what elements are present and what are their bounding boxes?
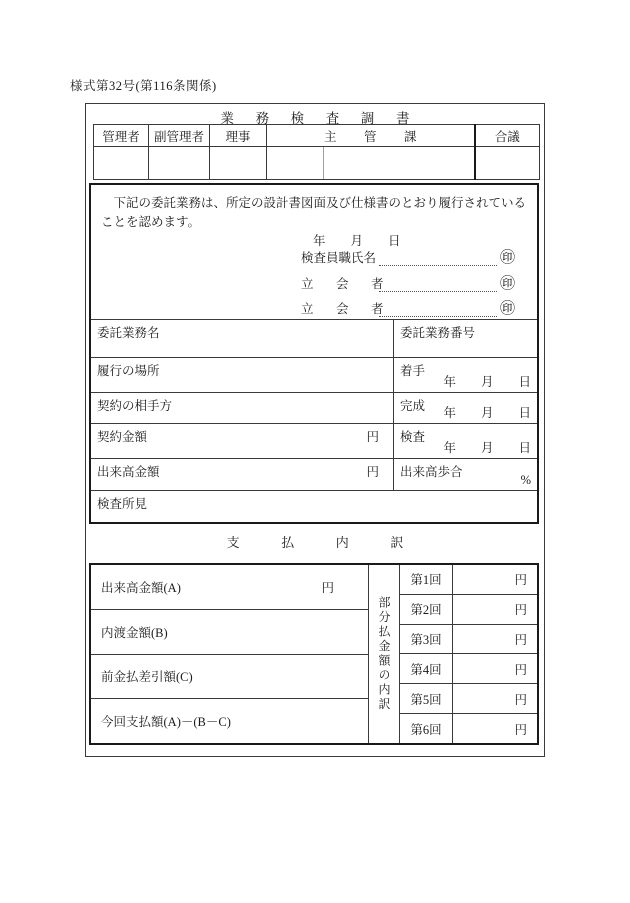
- field-inspection-date: 検査 年 月 日: [393, 423, 537, 458]
- field-consigned-work-name: 委託業務名: [91, 319, 393, 357]
- approval-stamp-cell-section-2: [324, 147, 475, 180]
- payment-row-current-payment: 今回支払額(A)－(B－C): [101, 715, 231, 730]
- approval-stamp-cell-manager: [94, 147, 149, 180]
- approval-stamp-cell-director: [210, 147, 267, 180]
- installment-number: 第3回: [400, 625, 453, 654]
- installment-unit: 円: [514, 573, 527, 588]
- payment-row-interim-amount-b: 内渡金額(B): [91, 610, 368, 655]
- inspection-date-line: 年 月 日: [313, 234, 401, 248]
- installment-unit: 円: [514, 603, 527, 618]
- installment-row-6: [400, 714, 537, 743]
- signature-label-witness-1: 立会者: [301, 277, 407, 291]
- completion-date-ymd: 年 月 日: [443, 406, 531, 420]
- statement-text: 下記の委託業務は、所定の設計書図面及び仕様書のとおり履行されていることを認めます。: [101, 196, 527, 229]
- payment-row-completed-amount-a: 出来高金額(A) 円: [91, 565, 368, 610]
- signature-dotted-line: [379, 277, 497, 292]
- seal-icon: ㊞: [499, 276, 515, 292]
- signature-dotted-line: [379, 302, 497, 317]
- signature-row-witness-2: [301, 299, 515, 317]
- approval-stamp-cell-consultation: [475, 147, 540, 180]
- field-contract-party: 契約の相手方: [91, 392, 393, 423]
- seal-icon: ㊞: [499, 301, 515, 317]
- payment-unit: 円: [321, 580, 334, 595]
- installment-unit: 円: [514, 722, 527, 737]
- field-contract-amount: 契約金額 円: [91, 423, 393, 458]
- installment-row-1: [400, 565, 537, 595]
- field-completed-work-amount: 出来高金額 円: [91, 458, 393, 490]
- field-completion-date: 完成 年 月 日: [393, 392, 537, 423]
- installment-unit: 円: [514, 662, 527, 677]
- payment-summary-column: [91, 565, 368, 743]
- installment-row-4: [400, 654, 537, 684]
- contract-amount-unit: 円: [366, 430, 379, 444]
- field-start-date: 着手 年 月 日: [393, 357, 537, 392]
- inspection-date-ymd: 年 月 日: [443, 441, 531, 455]
- installments-column: [400, 565, 537, 743]
- signature-label-inspector: 検査員職氏名: [301, 251, 377, 265]
- installment-row-5: [400, 684, 537, 714]
- payment-breakdown-title: 支払内訳: [226, 535, 445, 550]
- payment-row-advance-deduction-c: 前金払差引額(C): [91, 655, 368, 700]
- document-frame: [85, 103, 545, 757]
- field-completion-percentage: 出来高歩合 %: [393, 458, 537, 490]
- approval-header-consultation: 合議: [475, 125, 540, 147]
- payment-breakdown-table: [89, 563, 539, 745]
- main-fields-table: [91, 319, 537, 522]
- installment-number: 第1回: [400, 565, 453, 594]
- installment-row-3: [400, 625, 537, 655]
- approval-stamp-row: [94, 147, 540, 180]
- field-consigned-work-number: 委託業務番号: [393, 319, 537, 357]
- approval-table: [93, 124, 540, 180]
- completed-work-amount-unit: 円: [366, 465, 379, 479]
- approval-stamp-cell-section-1: [267, 147, 324, 180]
- completion-percentage-unit: %: [520, 473, 531, 487]
- partial-payment-vertical-label: 部分払金額の内訳: [377, 596, 391, 712]
- signature-row-witness-1: [301, 274, 515, 292]
- approval-stamp-cell-deputy-manager: [149, 147, 210, 180]
- signature-dotted-line: [379, 251, 497, 266]
- installment-number: 第4回: [400, 654, 453, 683]
- approval-header-row: [94, 125, 540, 147]
- document-title: 業務検査調書: [220, 111, 432, 126]
- signature-row-inspector: [301, 248, 515, 266]
- approval-header-director: 理事: [210, 125, 267, 147]
- approval-header-deputy-manager: 副管理者: [149, 125, 210, 147]
- form-number-label: 様式第32号(第116条関係): [70, 79, 217, 93]
- installment-unit: 円: [514, 633, 527, 648]
- start-date-ymd: 年 月 日: [443, 375, 531, 389]
- statement-box: [89, 183, 539, 524]
- installment-row-2: [400, 595, 537, 625]
- installment-unit: 円: [514, 692, 527, 707]
- field-place-of-performance: 履行の場所: [91, 357, 393, 392]
- field-inspection-findings: 検査所見: [91, 490, 537, 522]
- signature-label-witness-2: 立会者: [301, 302, 407, 316]
- partial-payment-header-column: [368, 565, 400, 743]
- seal-icon: ㊞: [499, 250, 515, 266]
- installment-number: 第6回: [400, 714, 453, 743]
- installment-number: 第5回: [400, 684, 453, 713]
- installment-number: 第2回: [400, 595, 453, 624]
- approval-header-manager: 管理者: [94, 125, 149, 147]
- approval-header-section-in-charge: 主管課: [267, 125, 475, 147]
